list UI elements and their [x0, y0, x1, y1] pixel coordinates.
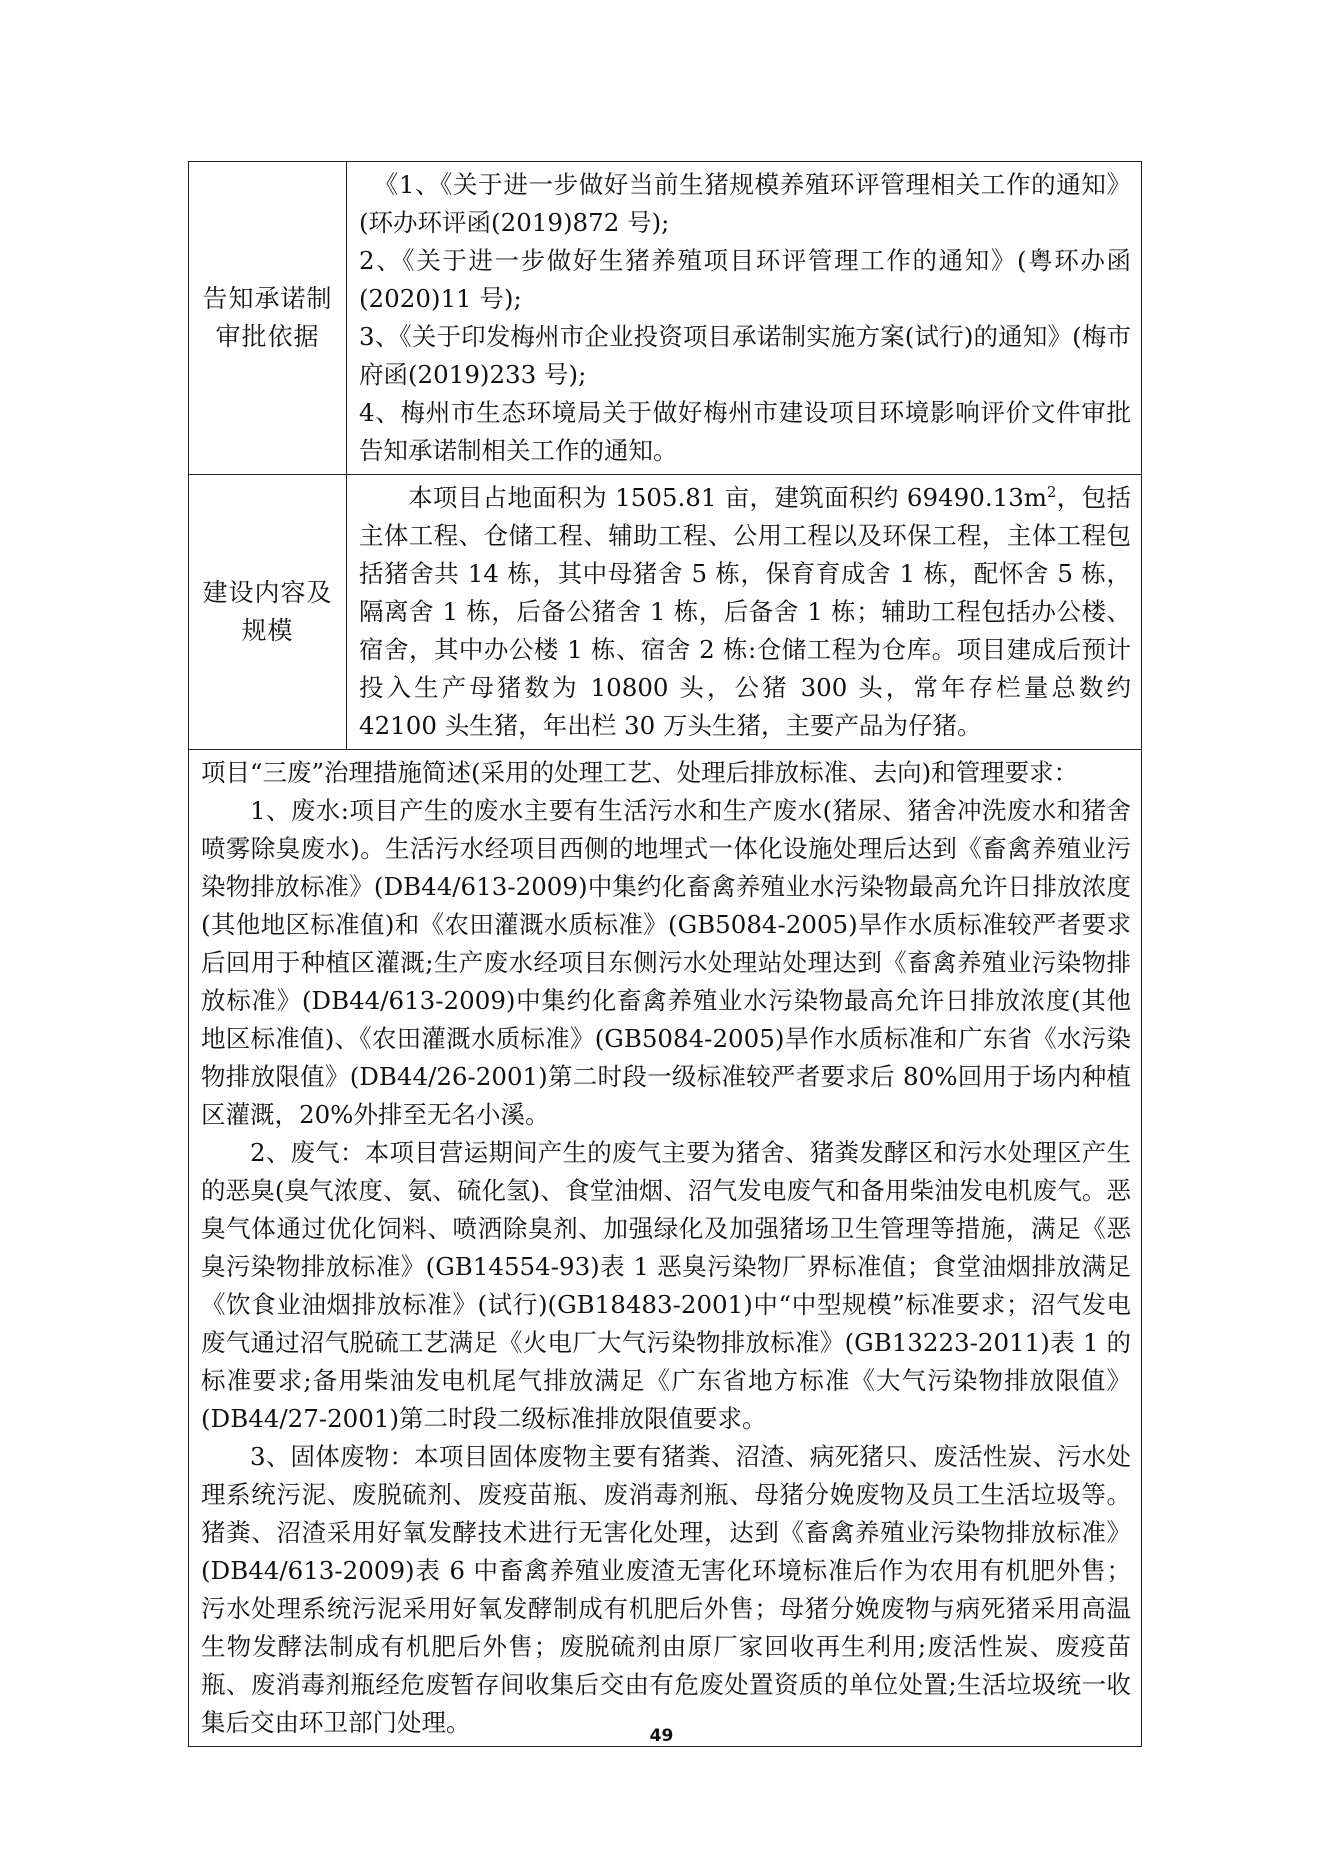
row-construction-scale: [189, 475, 1142, 750]
basis-item: 4、梅州市生态环境局关于做好梅州市建设项目环境影响评价文件审批告知承诺制相关工作的通知。: [359, 398, 1131, 465]
row-approval-basis: [189, 162, 1142, 475]
label-line: 建设内容及: [202, 578, 333, 607]
label-approval-basis: [189, 162, 347, 475]
document-table: [188, 161, 1142, 1747]
solid-waste-paragraph: 3、固体废物：本项目固体废物主要有猪粪、沼渣、病死猪只、废活性炭、污水处理系统污泥、废脱硫剂、废疫苗瓶、废消毒剂瓶、母猪分娩废物及员工生活垃圾等。猪粪、沼渣采用好氧发酵技术进行无害化处理，达到《畜禽养殖业污染物排放标准》(DB44/613-2009)表 6 中畜禽养殖业废渣无害化环境标准后作为农用有机肥外售；污水处理系统污泥采用好氧发酵制成有机肥后外售；母猪分娩废物与病死猪采用高温生物发酵法制成有机肥后外售；废脱硫剂由原厂家回收再生利用;废活性炭、废疫苗瓶、废消毒剂瓶经危废暂存间收集后交由有危废处置资质的单位处置;生活垃圾统一收集后交由环卫部门处理。: [201, 1442, 1131, 1737]
basis-item: 3、《关于印发梅州市企业投资项目承诺制实施方案(试行)的通知》(梅市府函(2019)233 号);: [359, 322, 1131, 389]
label-line: 规模: [241, 616, 294, 645]
row-waste-measures: [189, 750, 1142, 1747]
page-number: 49: [649, 1726, 674, 1746]
wastewater-paragraph: 1、废水:项目产生的废水主要有生活污水和生产废水(猪尿、猪舍冲洗废水和猪舍喷雾除臭废水)。生活污水经项目西侧的地埋式一体化设施处理后达到《畜禽养殖业污染物排放标准》(DB44/613-2009)中集约化畜禽养殖业水污染物最高允许日排放浓度(其他地区标准值)和《农田灌溉水质标准》(GB5084-2005)旱作水质标准较严者要求后回用于种植区灌溉;生产废水经项目东侧污水处理站处理达到《畜禽养殖业污染物排放标准》(DB44/613-2009)中集约化畜禽养殖业水污染物最高允许日排放浓度(其他地区标准值)、《农田灌溉水质标准》(GB5084-2005)旱作水质标准和广东省《水污染物排放限值》(DB44/26-2001)第二时段一级标准较严者要求后 80%回用于场内种植区灌溉，20%外排至无名小溪。: [201, 796, 1131, 1129]
label-line: 告知承诺制: [202, 284, 333, 313]
waste-measures-content: [189, 750, 1142, 1747]
construction-scale-content: [347, 475, 1142, 750]
label-line: 审批依据: [215, 322, 320, 351]
label-construction-scale: [189, 475, 347, 750]
basis-item: 《1、《关于进一步做好当前生猪规模养殖环评管理相关工作的通知》(环办环评函(2019)872 号);: [359, 170, 1131, 237]
scale-text-b: ，包括主体工程、仓储工程、辅助工程、公用工程以及环保工程，主体工程包括猪舍共 14 栋，其中母猪舍 5 栋，保育育成舍 1 栋，配怀舍 5 栋，隔离舍 1 栋，后备公猪舍 1 栋，后备舍 1 栋；辅助工程包括办公楼、宿舍，其中办公楼 1 栋、宿舍 2 栋:仓储工程为仓库。项目建成后预计投入生产母猪数为 10800 头，公猪 300 头，常年存栏量总数约 42100 头生猪，年出栏 30 万头生猪，主要产品为仔猪。: [359, 483, 1132, 740]
area-unit-superscript: 2: [1047, 483, 1057, 501]
scale-paragraph: [359, 479, 1131, 745]
exhaust-gas-paragraph: 2、废气：本项目营运期间产生的废气主要为猪舍、猪粪发酵区和污水处理区产生的恶臭(臭气浓度、氨、硫化氢)、食堂油烟、沼气发电废气和备用柴油发电机废气。恶臭气体通过优化饲料、喷洒除臭剂、加强绿化及加强猪场卫生管理等措施，满足《恶臭污染物排放标准》(GB14554-93)表 1 恶臭污染物厂界标准值；食堂油烟排放满足《饮食业油烟排放标准》(试行)(GB18483-2001)中“中型规模”标准要求；沼气发电废气通过沼气脱硫工艺满足《火电厂大气污染物排放标准》(GB13223-2011)表 1 的标准要求;备用柴油发电机尾气排放满足《广东省地方标准《大气污染物排放限值》(DB44/27-2001)第二时段二级标准排放限值要求。: [201, 1138, 1131, 1433]
approval-basis-content: [347, 162, 1142, 475]
basis-item: 2、《关于进一步做好生猪养殖项目环评管理工作的通知》(粤环办函(2020)11 号);: [359, 246, 1131, 313]
measures-heading: 项目“三废”治理措施简述(采用的处理工艺、处理后排放标准、去向)和管理要求：: [201, 758, 1079, 787]
scale-text-a: 本项目占地面积为 1505.81 亩，建筑面积约 69490.13m: [408, 483, 1048, 512]
